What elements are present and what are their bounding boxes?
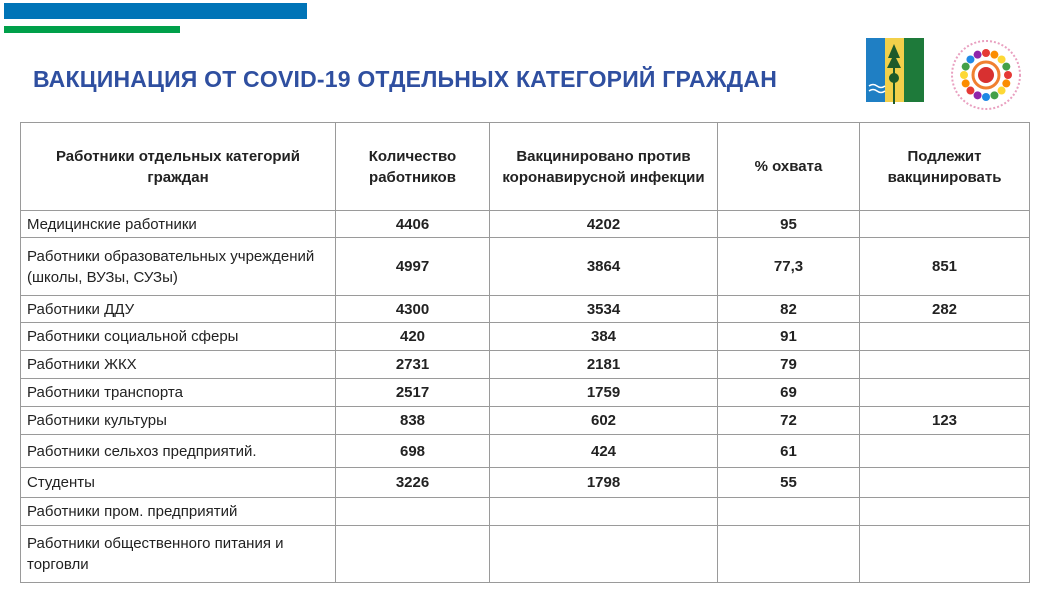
cell-vaccinated xyxy=(490,498,718,526)
cell-workers-count: 4997 xyxy=(336,238,490,296)
header-green-bar xyxy=(4,26,180,33)
emblem-figure xyxy=(974,51,982,59)
cell-coverage: 61 xyxy=(718,435,860,468)
cell-workers-count: 4300 xyxy=(336,296,490,323)
table-row xyxy=(21,468,1030,498)
cell-workers-count: 420 xyxy=(336,323,490,351)
cell-vaccinated: 424 xyxy=(490,435,718,468)
cell-workers-count: 2517 xyxy=(336,379,490,407)
table-row xyxy=(21,211,1030,238)
table-row xyxy=(21,498,1030,526)
header-workers-count: Количество работников xyxy=(336,123,490,211)
cell-vaccinated: 602 xyxy=(490,407,718,435)
cell-to-vaccinate: 123 xyxy=(860,407,1030,435)
cell-to-vaccinate xyxy=(860,211,1030,238)
emblem-figure xyxy=(962,79,970,87)
cell-vaccinated: 1759 xyxy=(490,379,718,407)
cell-vaccinated: 3864 xyxy=(490,238,718,296)
table-row xyxy=(21,296,1030,323)
emblem-figure xyxy=(974,91,982,99)
emblem-figure xyxy=(1002,63,1010,71)
cell-to-vaccinate xyxy=(860,526,1030,583)
cell-workers-count: 2731 xyxy=(336,351,490,379)
emblem-figure xyxy=(966,87,974,95)
table-row xyxy=(21,323,1030,351)
header-coverage: % охвата xyxy=(718,123,860,211)
cell-workers-count: 4406 xyxy=(336,211,490,238)
cell-vaccinated: 2181 xyxy=(490,351,718,379)
cell-to-vaccinate xyxy=(860,351,1030,379)
cell-coverage: 79 xyxy=(718,351,860,379)
cell-to-vaccinate xyxy=(860,323,1030,351)
cell-category: Работники ЖКХ xyxy=(21,351,336,379)
header-category: Работники отдельных категорий граждан xyxy=(21,123,336,211)
cell-to-vaccinate xyxy=(860,498,1030,526)
table-row xyxy=(21,526,1030,583)
cell-to-vaccinate xyxy=(860,435,1030,468)
table-row xyxy=(21,435,1030,468)
cell-coverage: 55 xyxy=(718,468,860,498)
cell-category: Работники социальной сферы xyxy=(21,323,336,351)
header-vaccinated: Вакцинировано против коронавирусной инфекции xyxy=(490,123,718,211)
cell-coverage: 82 xyxy=(718,296,860,323)
city-coat-of-arms-logo xyxy=(866,38,924,106)
table-row xyxy=(21,407,1030,435)
cell-category: Работники транспорта xyxy=(21,379,336,407)
cell-coverage: 95 xyxy=(718,211,860,238)
emblem-figure xyxy=(1004,71,1012,79)
cell-to-vaccinate xyxy=(860,468,1030,498)
cell-workers-count: 838 xyxy=(336,407,490,435)
cell-workers-count xyxy=(336,498,490,526)
cell-category: Студенты xyxy=(21,468,336,498)
cell-vaccinated: 1798 xyxy=(490,468,718,498)
table-row xyxy=(21,351,1030,379)
cell-category: Работники образовательных учреждений (школы, ВУЗы, СУЗы) xyxy=(21,238,336,296)
cell-coverage xyxy=(718,498,860,526)
emblem-figure xyxy=(982,93,990,101)
cell-to-vaccinate xyxy=(860,379,1030,407)
cell-to-vaccinate: 282 xyxy=(860,296,1030,323)
table-header-row xyxy=(21,123,1030,211)
cell-to-vaccinate: 851 xyxy=(860,238,1030,296)
table-row xyxy=(21,379,1030,407)
emblem-figure xyxy=(962,63,970,71)
vaccination-table xyxy=(20,122,1030,583)
emblem-figure xyxy=(998,87,1006,95)
emblem-figure xyxy=(990,51,998,59)
cell-workers-count: 3226 xyxy=(336,468,490,498)
cell-coverage xyxy=(718,526,860,583)
cell-vaccinated: 384 xyxy=(490,323,718,351)
header-to-vaccinate: Подлежит вакцинировать xyxy=(860,123,1030,211)
cell-coverage: 77,3 xyxy=(718,238,860,296)
emblem-figure xyxy=(960,71,968,79)
emblem-figure xyxy=(990,91,998,99)
cell-category: Работники культуры xyxy=(21,407,336,435)
cell-vaccinated: 3534 xyxy=(490,296,718,323)
cell-category: Работники пром. предприятий xyxy=(21,498,336,526)
cell-coverage: 91 xyxy=(718,323,860,351)
slide-title: ВАКЦИНАЦИЯ ОТ COVID-19 ОТДЕЛЬНЫХ КАТЕГОРИЙ ГРАЖДАН xyxy=(33,66,778,92)
cell-category: Работники сельхоз предприятий. xyxy=(21,435,336,468)
emblem-figure xyxy=(966,55,974,63)
cell-category: Медицинские работники xyxy=(21,211,336,238)
emblem-figure xyxy=(1002,79,1010,87)
table-row xyxy=(21,238,1030,296)
anniversary-emblem-logo xyxy=(948,37,1024,113)
cell-workers-count: 698 xyxy=(336,435,490,468)
cell-coverage: 72 xyxy=(718,407,860,435)
cell-category: Работники ДДУ xyxy=(21,296,336,323)
cell-category: Работники общественного питания и торговли xyxy=(21,526,336,583)
emblem-figure xyxy=(982,49,990,57)
cell-vaccinated: 4202 xyxy=(490,211,718,238)
cell-vaccinated xyxy=(490,526,718,583)
header-blue-bar xyxy=(4,3,307,19)
emblem-figure xyxy=(998,55,1006,63)
cell-coverage: 69 xyxy=(718,379,860,407)
cell-workers-count xyxy=(336,526,490,583)
